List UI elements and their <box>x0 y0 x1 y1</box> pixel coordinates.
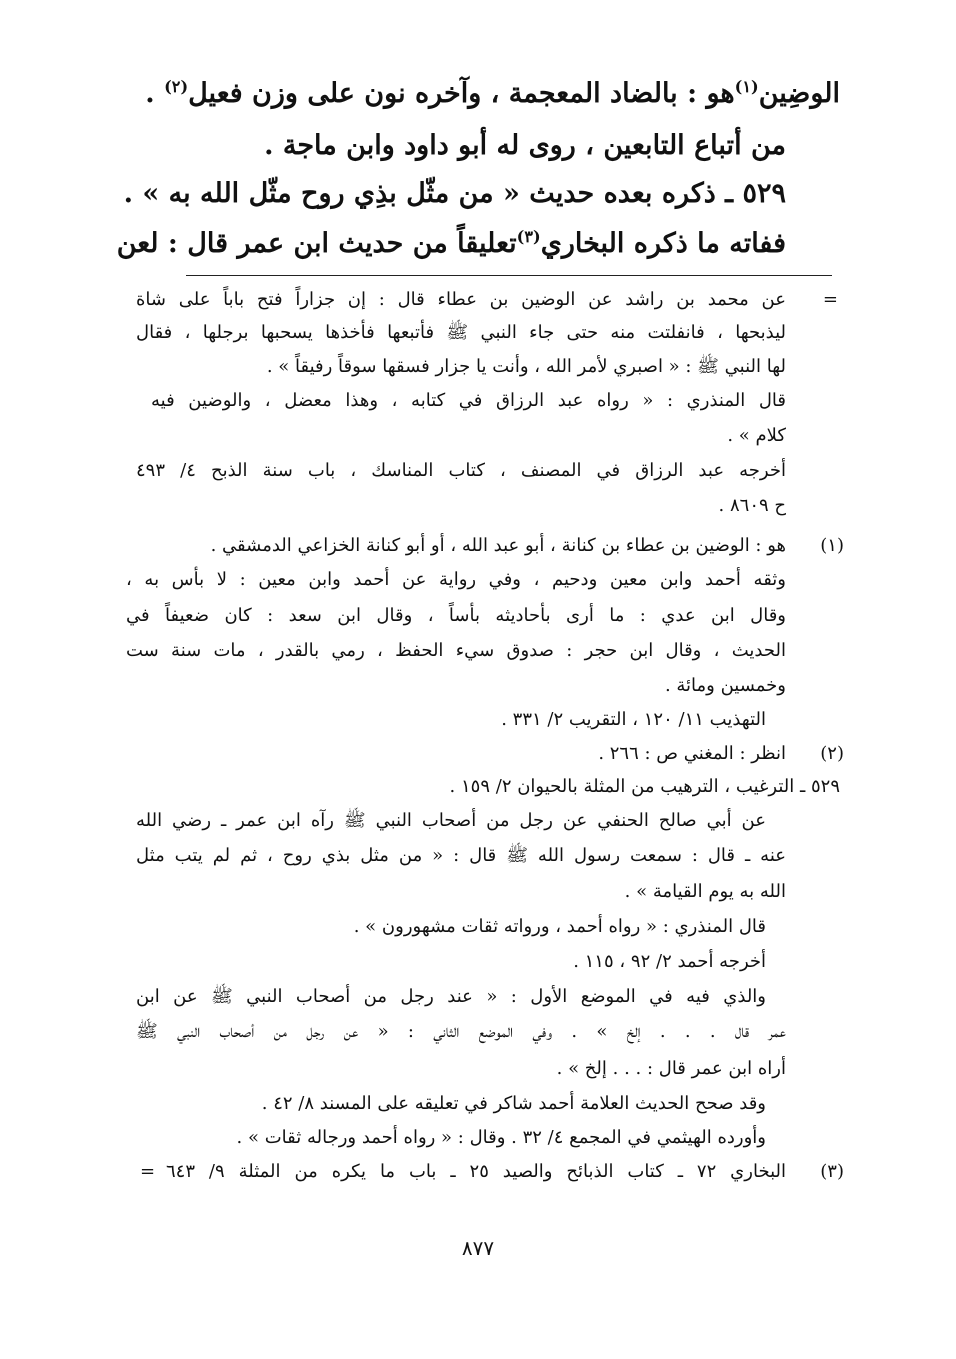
continuation-marker: = <box>822 289 838 310</box>
continuation-marker: = <box>140 1161 156 1182</box>
footnote-line: ٥٢٩ ـ الترغيب ، الترهيب من المثلة بالحيوان ٢/ ١٥٩ . <box>449 776 840 797</box>
footnote-marker-1: (١) <box>820 535 844 556</box>
footnote-line: والذي فيه في الموضع الأول : « عند رجل من أصحاب النبي ﷺ عن ابن <box>136 986 766 1007</box>
footnote-line: عنه ـ قال : سمعت رسول الله ﷺ قال : « من مثل بذي روح ، ثم لم يتب مثل <box>136 845 786 866</box>
footnote-marker-3: (٣) <box>820 1161 844 1182</box>
footnote-line: عن محمد بن راشد عن الوضين بن عطاء قال : إن جزاراً فتح باباً على شاة <box>136 289 786 310</box>
footnote-line: عن أبي صالح الحنفي عن رجل من أصحاب النبي ﷺ رآه ابن عمر ـ رضي الله <box>136 810 766 831</box>
footnote-line: ح ٨٦٠٩ . <box>718 495 786 516</box>
main-line-2: من أتباع التابعين ، روى له أبو داود وابن ماجة . <box>264 130 786 161</box>
footnote-divider <box>186 275 832 276</box>
footnote-line: الله به يوم القيامة » . <box>624 881 786 902</box>
footnote-line: انظر : المغني ص : ٢٦٦ . <box>598 743 786 764</box>
footnote-line: وأورده الهيثمي في المجمع ٤/ ٣٢ . وقال : « رواه أحمد ورجاله ثقات » . <box>236 1127 766 1148</box>
main-line-4 <box>117 222 786 266</box>
footnote-line: وقد صحح الحديث العلامة أحمد شاكر في تعليقه على المسند ٨/ ٤٢ . <box>261 1093 766 1114</box>
main-line-1 <box>145 72 840 116</box>
footnote-line: وقال ابن عدي : ما أرى بأحاديثه بأساً ، وقال ابن سعد : كان ضعيفاً في <box>126 605 786 626</box>
footnote-line: وخمسين ومائة . <box>664 675 786 696</box>
main-text-end: . <box>145 78 165 109</box>
footnote-line: أخرجه عبد الرزاق في المصنف ، كتاب المناسك ، باب سنة الذبح ٤/ ٤٩٣ <box>136 460 786 481</box>
footnote-line: التهذيب ١١/ ١٢٠ ، التقريب ٢/ ٣٣١ . <box>501 709 766 730</box>
footnote-line: قال المنذري : « رواه عبد الرزاق في كتابه ، وهذا معضل ، والوضين فيه <box>151 390 786 411</box>
main-word: الوضِين <box>758 78 840 109</box>
footnote-line: ليذبحها ، فانفلتت منه حتى جاء النبي ﷺ فأتبعها فأخذها يسحبها برجلها ، فقال <box>136 322 786 343</box>
main-text: تعليقاً من حديث ابن عمر قال : لعن <box>116 228 517 259</box>
footnote-line: قال المنذري : « رواه أحمد ، ورواته ثقات مشهورون » . <box>353 916 766 937</box>
footnote-line: لها النبي ﷺ : « اصبري لأمر الله ، وأنت يا جزار فسقها سوقاً رفيقاً » . <box>266 356 786 377</box>
footnote-line: البخاري ٧٢ ـ كتاب الذبائح والصيد ٢٥ ـ باب ما يكره من المثلة ٩/ ٦٤٣ <box>166 1161 786 1182</box>
main-text: ففاته ما ذكره البخاري <box>540 228 786 259</box>
main-line-3: ٥٢٩ ـ ذكره بعده حديث « من مثّل بذِي روح مثّل الله به » . <box>123 178 786 209</box>
page-number: ٨٧٧ <box>461 1236 495 1260</box>
footnote-ref-3: (٣) <box>516 227 541 246</box>
footnote-ref-2: (٢) <box>164 77 189 96</box>
footnote-line: عمر قال . . . إلخ » . وفي الموضع الثاني : « عن رجل من أصحاب النبي ﷺ <box>136 1021 786 1042</box>
footnote-line: أخرجه أحمد ٢/ ٩٢ ، ١١٥ . <box>573 951 766 972</box>
footnote-line: هو : الوضين بن عطاء بن كنانة ، أبو عبد الله ، أو أبو كنانة الخزاعي الدمشقي . <box>210 535 786 556</box>
footnote-ref-1: (١) <box>734 77 759 96</box>
footnote-line: وثقه أحمد وابن معين ودحيم ، وفي رواية عن أحمد وابن معين : لا بأس به ، <box>126 569 786 590</box>
footnote-line: الحديث ، وقال ابن حجر : صدوق سيء الحفظ ، رمي بالقدر ، مات سنة ست <box>126 640 786 661</box>
footnote-line: كلام » . <box>727 425 786 446</box>
footnote-line: أراه ابن عمر قال : . . . إلخ » . <box>556 1058 786 1079</box>
footnote-marker-2: (٢) <box>820 743 844 764</box>
main-text: هو : بالضاد المعجمة ، وآخره نون على وزن فعيل <box>188 78 735 109</box>
